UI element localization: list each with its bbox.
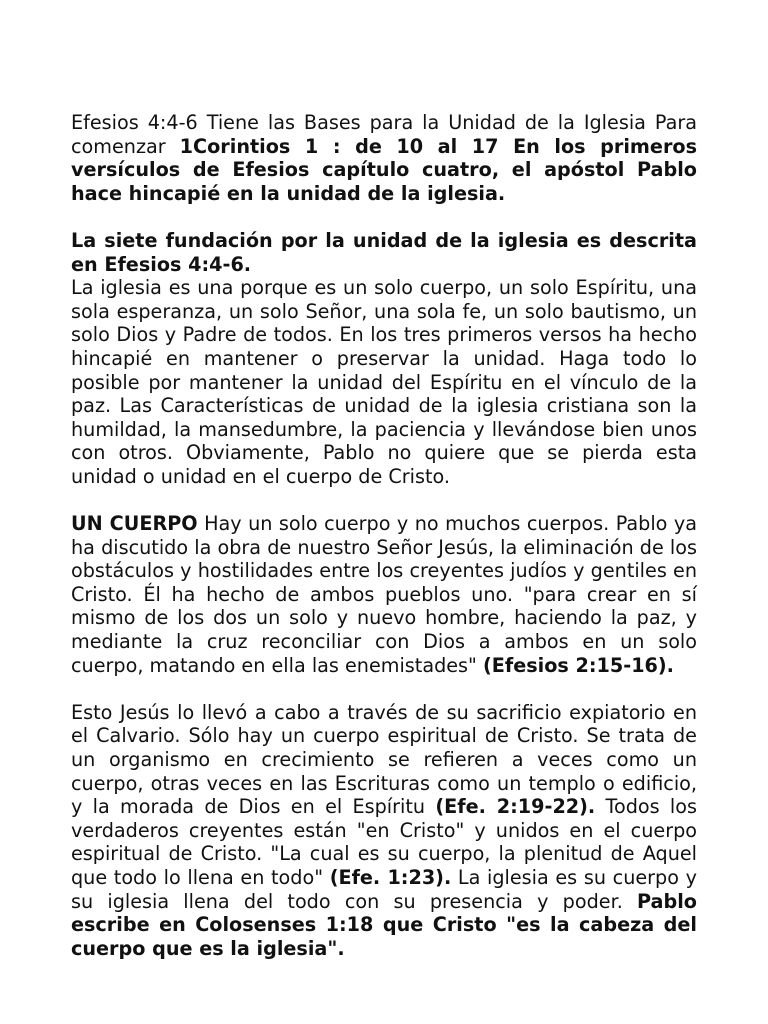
un-cuerpo-reference: (Efesios 2:15-16). bbox=[482, 653, 674, 677]
intro-text: Efesios 4:4-6 Tiene las Bases para la Unidad de la Iglesia Para comenzar bbox=[71, 111, 697, 158]
calvario-text-a: Esto Jesús lo llevó a cabo a través de su sacrificio expiatorio en el Calvario. Sólo hay un cuerpo espiritual de Cristo. Se trata de un organismo en crecimiento se refieren a veces como un cuerpo, otras veces en las Escrituras como un templo o edificio, y la morada de Dios en el Espíritu bbox=[71, 700, 697, 819]
foundation-heading: La siete fundación por la unidad de la iglesia es descrita en Efesios 4:4-6. bbox=[71, 228, 697, 276]
paragraph-calvario bbox=[71, 701, 697, 961]
paragraph-gap bbox=[71, 489, 697, 513]
paragraph-un-cuerpo bbox=[71, 512, 697, 677]
un-cuerpo-heading: UN CUERPO bbox=[71, 512, 198, 536]
calvario-text-b: Todos los verdaderos creyentes están "en Cristo" y unidos en el cuerpo espiritual de Cristo. "La cual es su cuerpo, la plenitud de Aquel que todo lo llena en todo" bbox=[71, 795, 697, 889]
calvario-reference-1: (Efe. 2:19-22). bbox=[435, 795, 596, 819]
intro-bold-text: 1Corintios 1 : de 10 al 17 En los primeros versículos de Efesios capítulo cuatro, el apóstol Pablo hace hincapié en la unidad de la iglesia. bbox=[71, 134, 698, 205]
foundation-body: La iglesia es una porque es un solo cuerpo, un solo Espíritu, una sola esperanza, un solo Señor, una sola fe, un solo bautismo, un solo Dios y Padre de todos. En los tres primeros versos ha hecho hincapié en mantener o preservar la unidad. Haga todo lo posible por mantener la unidad del Espíritu en el vínculo de la paz. Las Características de unidad de la iglesia cristiana son la humildad, la mansedumbre, la paciencia y llevándose bien unos con otros. Obviamente, Pablo no quiere que se pierda esta unidad o unidad en el cuerpo de Cristo. bbox=[71, 276, 697, 488]
paragraph-gap bbox=[71, 205, 697, 229]
paragraph-intro bbox=[71, 111, 697, 205]
un-cuerpo-body: Hay un solo cuerpo y no muchos cuerpos. Pablo ya ha discutido la obra de nuestro Señor Jesús, la eliminación de los obstáculos y hostilidades entre los creyentes judíos y gentiles en Cristo. Él ha hecho de ambos pueblos uno. "para crear en sí mismo de los dos un solo y nuevo hombre, haciendo la paz, y mediante la cruz reconciliar con Dios a ambos en un solo cuerpo, matando en ella las enemistades" bbox=[71, 512, 697, 677]
calvario-reference-2: (Efe. 1:23). bbox=[329, 866, 452, 889]
paragraph-foundation bbox=[71, 229, 697, 489]
calvario-text-c: La iglesia es su cuerpo y su iglesia llena del todo con su presencia y poder. bbox=[71, 866, 697, 913]
document-page bbox=[71, 111, 697, 960]
paragraph-gap bbox=[71, 677, 697, 701]
calvario-bold-end: Pablo escribe en Colosenses 1:18 que Cristo "es la cabeza del cuerpo que es la iglesia". bbox=[71, 889, 697, 960]
